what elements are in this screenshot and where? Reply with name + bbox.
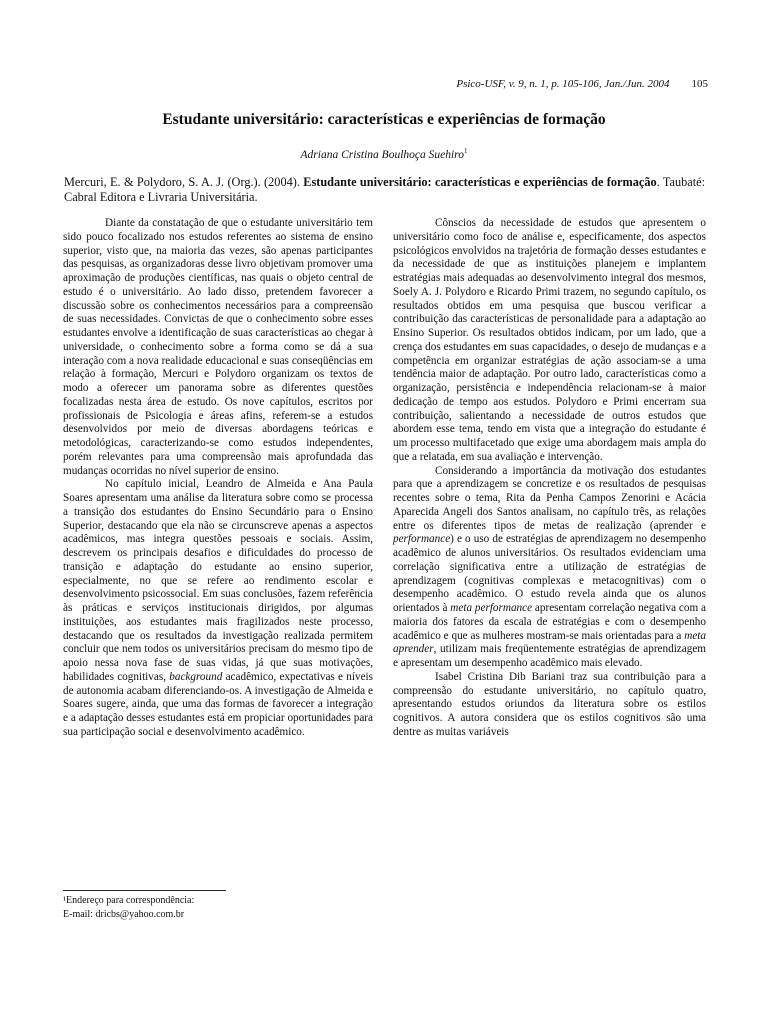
footnote-divider [63,890,226,891]
page-number: 105 [691,78,708,90]
italic-term: meta aprender [393,629,706,656]
paragraph: Isabel Cristina Dib Bariani traz sua contribuição para a compreensão do estudante universitário, no capítulo quatro, apresentando estudos oriundos da literatura sobre os estilos cognitivos. A autora considera que os estilos cognitivos são uma dentre as muitas variáveis [393,670,706,738]
reference-authors: Mercuri, E. & Polydoro, S. A. J. (Org.). (2004). [64,175,304,189]
footnote-line: ¹Endereço para correspondência: [63,895,195,906]
paragraph: Diante da constatação de que o estudante universitário tem sido pouco focalizado nos estudos referentes ao sistema de ensino superior, visto que, na maioria das vezes, são apenas participantes das pesquisas, as organizadoras desse livro objetivam promover uma aproximação de produções científicas, nas quais o objeto central de estudo é o universitário. Ao lado disso, pretendem favorecer a discussão sobre os conhecimentos necessários para a compreensão de suas necessidades. Convictas de que o conhecimento sobre esses estudantes envolve a identificação de suas características ao chegar à universidade, o conhecimento sobre a forma como se dá a sua interação com a nova realidade educacional e suas conseqüências em relação à formação, Mercuri e Polydoro organizam os textos de modo a oferecer um panorama sobre as diferentes questões focalizadas nesta área de estudo. Os nove capítulos, escritos por profissionais de Psicologia e áreas afins, referem-se a estudos desenvolvidos por meio de diversas abordagens teóricas e metodológicas, caracterizando-se como estudos independentes, porém relevantes para uma compreensão mais aprofundada das mudanças ocorridas no nível superior de ensino. [63,217,373,477]
paragraph-text: Considerando a importância da motivação dos estudantes para que a aprendizagem se concretize e os resultados de pesquisas recentes sobre o tema, Rita da Penha Campos Zenorini e Acácia Aparecida Angeli dos Santos analisam, no capítulo três, as relações entre os diferentes tipos de metas de realização (aprender e [393,464,706,532]
italic-term: performance [393,533,451,546]
italic-term: meta performance [450,602,533,614]
left-column [63,217,373,740]
italic-term: background [169,670,223,683]
journal-citation: Psico-USF, v. 9, n. 1, p. 105-106, Jan./Jun. 2004 [456,78,670,90]
paragraph [393,465,706,671]
book-reference [64,175,705,205]
article-title: Estudante universitário: características e experiências de formação [162,111,606,128]
footnote-email: E-mail: dricbs@yahoo.com.br [63,909,185,920]
author-footnote-mark: 1 [463,147,468,155]
paragraph-text: ) e o uso de estratégias de aprendizagem no desempenho acadêmico de alunos universitários. Os resultados evidenciam uma correlação significativa entre a utilização de estratégias de aprendizagem (cognitivas complexas e metacognitivas) com o desempenho acadêmico. O estudo revela ainda que os alunos orientados à [393,533,706,614]
paragraph-text: acadêmico, expectativas e níveis de autonomia acabam diferenciando-os. A investigação de Almeida e Soares sugere, ainda, que uma das formas de favorecer a integração e a adaptação desses estudantes está em propiciar oportunidades para sua participação social e desenvolvimento acadêmico. [63,670,373,738]
reference-book-title: Estudante universitário: características e experiências de formação [303,175,657,189]
paragraph-text: No capítulo inicial, Leandro de Almeida e Ana Paula Soares apresentam uma análise da literatura sobre como se processa a transição dos estudantes do Ensino Secundário para o Ensino Superior, destacando que ela não se circunscreve apenas a aspectos acadêmicos, mas integra questões pessoais e sociais. Assim, descrevem os principais desafios e dificuldades do processo de transição e adaptação do estudante ao ensino superior, especialmente, no que se refere ao rendimento escolar e desenvolvimento psicossocial. Em suas conclusões, fazem referência às práticas e serviços institucionais dirigidos, por algumas instituições, aos estudantes mais fragilizados neste processo, destacando que os resultados da investigação realizada permitem concluir que nem todos os universitários precisam do mesmo tipo de apoio nessa nova fase de suas vidas, já que suas motivações, habilidades cognitivas, [63,478,373,683]
paragraph: Cônscios da necessidade de estudos que apresentem o universitário como foco de análise e, especificamente, dos aspectos psicológicos envolvidos na trajetória de formação desses estudantes e da necessidade de que as instituições planejem e implantem estratégias mais adequadas ao desenvolvimento integral dos mesmos, Soely A. J. Polydoro e Ricardo Primi trazem, no segundo capítulo, os resultados obtidos em uma pesquisa que buscou verificar a contribuição das características de personalidade para a adaptação ao Ensino Superior. Os resultados obtidos indicam, por um lado, que a crença dos estudantes em suas capacidades, o desejo de mudanças e a competência em organizar estratégias de ação associam-se a uma tendência maior de adaptação. Por outro lado, características como a organização, persistência e independência relacionam-se à maior dedicação de tempo aos estudos. Polydoro e Primi encerram sua contribuição, salientando a necessidade de outros estudos que abordem esse tema, tendo em vista que a integração do estudante é um processo multifacetado que exige uma abordagem mais ampla do que a relatada, em sua avaliação e intervenção. [393,217,706,463]
running-head [300,78,708,90]
right-column [393,217,706,740]
author-line [60,147,708,161]
paragraph-text: , utilizam mais freqüentemente estratégias de aprendizagem e apresentam um desempenho acadêmico mais elevado. [393,643,706,669]
paragraph-text: apresentam correlação negativa com a maioria dos fatores da escala de estratégias e com o desempenho acadêmico e que as mulheres mostram-se mais orientadas para a [393,602,707,642]
paragraph [63,478,373,739]
reference-publisher: . Taubaté: Cabral Editora e Livraria Universitária. [64,175,705,204]
author-name: Adriana Cristina Boulhoça Suehiro [300,148,464,161]
footnotes [63,894,363,922]
